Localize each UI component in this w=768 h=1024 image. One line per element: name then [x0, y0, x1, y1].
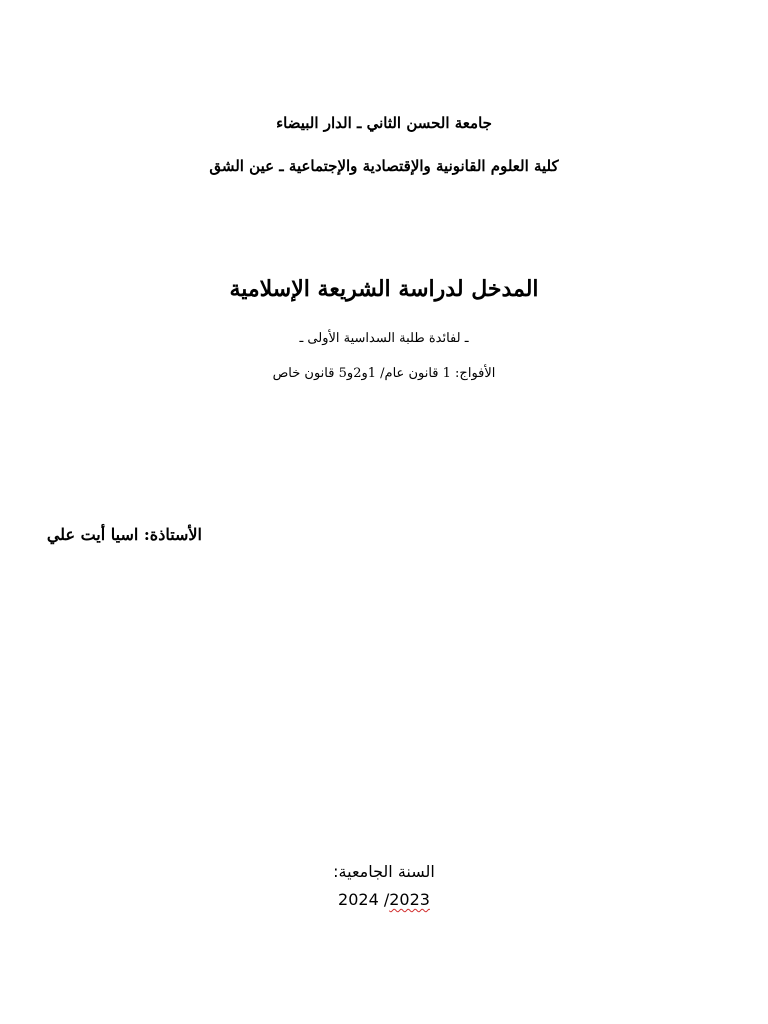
course-groups: الأفواج: 1 قانون عام/ 1و2و5 قانون خاص — [272, 366, 496, 381]
professor-name: الأستاذة: اسيا أيت علي — [46, 525, 202, 544]
faculty-name: كلية العلوم القانونية والإقتصادية والإجتماعية ـ عين الشق — [209, 157, 559, 175]
academic-year-value — [0, 890, 768, 909]
academic-year-label: السنة الجامعية: — [333, 862, 435, 881]
university-name: جامعة الحسن الثاني ـ الدار البيضاء — [276, 114, 492, 132]
course-title: المدخل لدراسة الشريعة الإسلامية — [229, 276, 539, 302]
academic-year-separator: / — [378, 890, 390, 909]
academic-year-start: 2023 — [389, 890, 430, 909]
academic-year-end: 2024 — [338, 890, 379, 909]
course-audience: ـ لفائدة طلبة السداسية الأولى ـ — [299, 331, 469, 346]
